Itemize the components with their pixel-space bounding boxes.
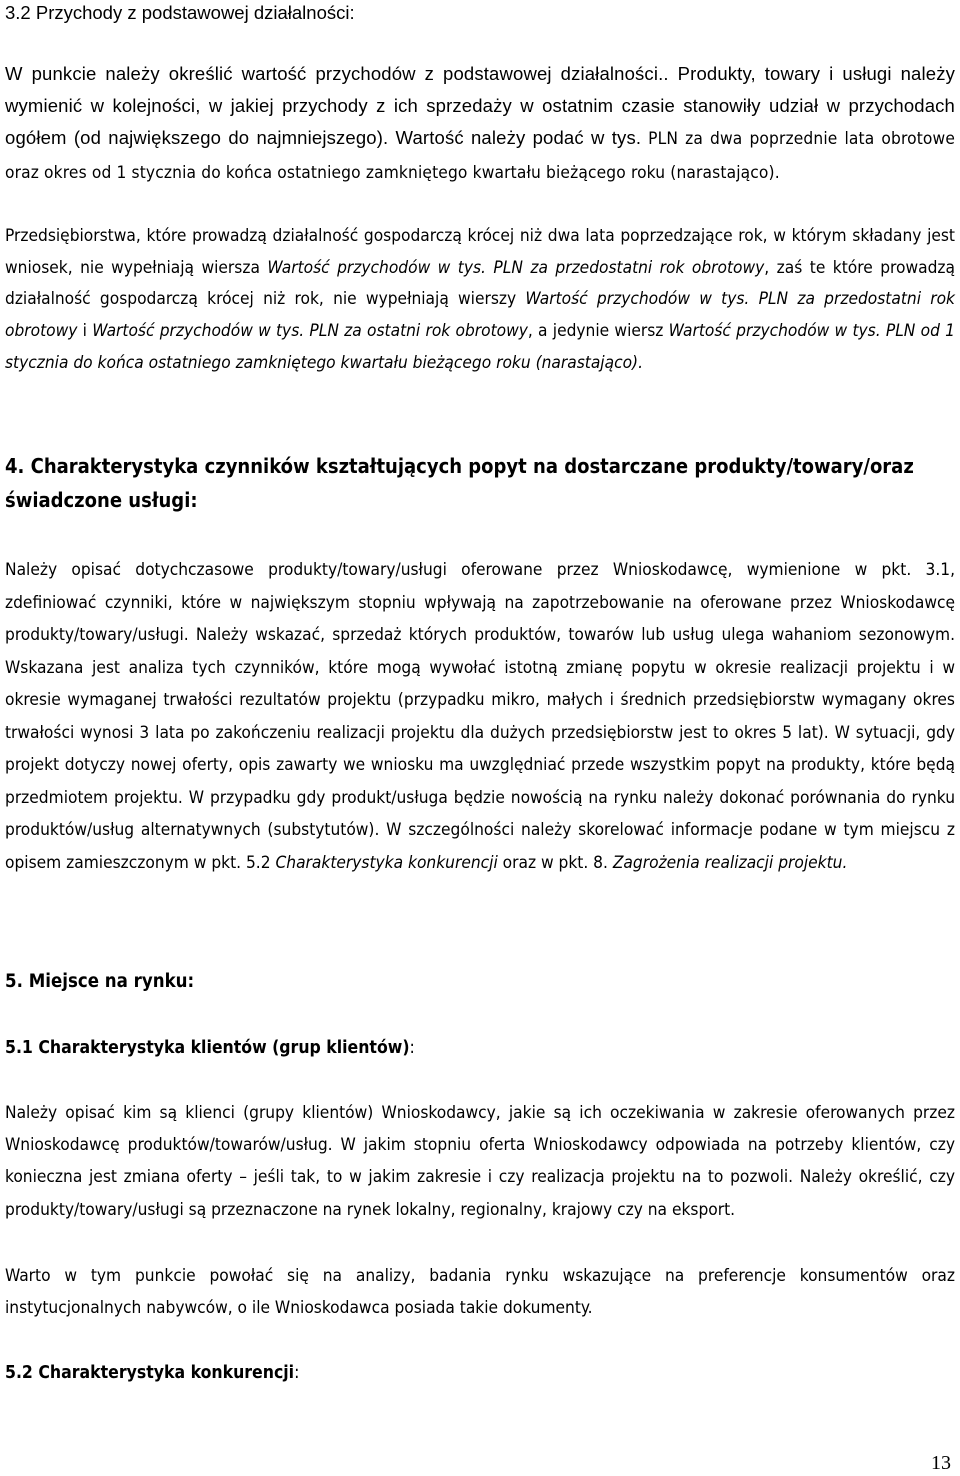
paragraph-text: W punkcie należy określić wartość przychodów z podstawowej działalności.. Produkty, towary i usługi należy wymienić w kolejności, w jakiej przychody z ich sprzedaży w ostatnim czasie stanowiły udział w przychodach ogółem (od największego do najmniejszego). Wartość należy podać w tys. [5,63,955,149]
table-row-reference: PLN za przedostatni rok obrotowy [5,289,955,342]
table-row-reference: Wartość przychodów w tys. [92,321,305,342]
section-5-1-heading [5,1035,955,1061]
paragraph-text: , a jedynie wiersz [527,321,669,342]
section-5-1-paragraph-2: Warto w tym punkcie powołać się na analizy, badania rynku wskazujące na preferencje konsumentów oraz instytucjonalnych nabywców, o ile Wnioskodawca posiada takie dokumenty. [5,1266,955,1319]
table-row-reference: Wartość przychodów w tys. [668,321,881,342]
section-5-1-paragraph-1: Należy opisać kim są klienci (grupy klientów) Wnioskodawcy, jakie są ich oczekiwania w zakresie oferowanych przez Wnioskodawcę produktów/towarów/usług. W jakim stopniu oferta Wnioskodawcy odpowiada na potrzeby klientów, czy konieczna jest zmiana oferty – jeśli tak, to w jakim zakresie i czy realizacja projektu na to pozwoli. Należy określić, czy produkty/towary/usługi są przeznaczone na rynek lokalny, regionalny, krajowy czy na eksport. [5,1103,955,1220]
section-3-2-paragraph-1 [5,58,955,189]
table-row-reference: PLN od 1 stycznia do końca ostatniego zamkniętego kwartału bieżącego roku (narastająco). [5,321,955,373]
table-row-reference: Wartość przychodów w tys. [267,257,486,278]
heading-text: 5.2 Charakterystyka konkurencji [5,1363,295,1383]
paragraph-text: oraz w pkt. 8. [497,852,613,873]
section-4-paragraph [5,554,955,879]
section-3-2-heading: 3.2 Przychody z podstawowej działalności: [5,2,355,23]
paragraph-text: , zaś te które prowadzą działalność gospodarczą krócej niż rok, nie wypełniają wierszy [5,257,955,310]
paragraph-text: PLN za dwa poprzednie lata obrotowe oraz okres od 1 stycznia do końca ostatniego zamkniętego kwartału bieżącego roku (narastająco). [5,129,955,183]
section-reference: Zagrożenia realizacji projektu. [612,852,848,873]
paragraph-text: i [77,321,93,342]
paragraph-text: Przedsiębiorstwa, które prowadzą działalność gospodarczą krócej niż dwa lata poprzedzające rok, w którym składany jest wniosek, nie wypełniają wiersza [5,226,955,278]
section-3-2-paragraph-2 [5,221,955,380]
page-number: 13 [931,1452,951,1474]
paragraph-text: Należy opisać dotychczasowe produkty/towary/usługi oferowane przez Wnioskodawcę, wymienione w pkt. 3.1, zdefiniować czynniki, które w największym stopniu wpływają na zapotrzebowanie na oferowane przez Wnioskodawcę produkty/towary/usługi. Należy wskazać, sprzedaż których produktów, towarów lub usług ulega wahaniom sezonowym. Wskazana jest analiza tych czynników, które mogą wywołać istotną zmianę popytu w okresie realizacji projektu i w okresie wymaganej trwałości rezultatów projektu (przypadku mikro, małych i średnich przedsiębiorstw wymagany okres trwałości wynosi 3 lata po zakończeniu realizacji projektu dla dużych przedsiębiorstw jest to okres 5 lat). W sytuacji, gdy projekt dotyczy nowej oferty, opis zawarty we wniosku ma uwzględniać przede wszystkim popyt na produkty, które będą przedmiotem projektu. W przypadku gdy produkt/usługa będzie nowością na rynku należy dokonać porównania do rynku produktów/usług alternatywnych (substytutów). W szczególności należy skorelować informacje podane w tym miejscu z opisem zamieszczonym w pkt. 5.2 [5,560,955,873]
section-5-heading: 5. Miejsce na rynku: [5,971,195,992]
heading-colon: : [294,1363,300,1383]
section-4-heading: 4. Charakterystyka czynników kształtujących popyt na dostarczane produkty/towary/oraz świadczone usługi: [5,454,914,512]
table-row-reference: PLN za przedostatni rok obrotowy [485,257,765,278]
table-row-reference: Wartość przychodów w tys. [525,289,750,310]
section-reference: Charakterystyka konkurencji [275,852,498,873]
section-5-2-heading [5,1360,955,1386]
table-row-reference: PLN za ostatni rok obrotowy [304,321,528,342]
heading-colon: : [409,1038,415,1058]
heading-text: 5.1 Charakterystyka klientów (grup klientów) [5,1038,410,1058]
